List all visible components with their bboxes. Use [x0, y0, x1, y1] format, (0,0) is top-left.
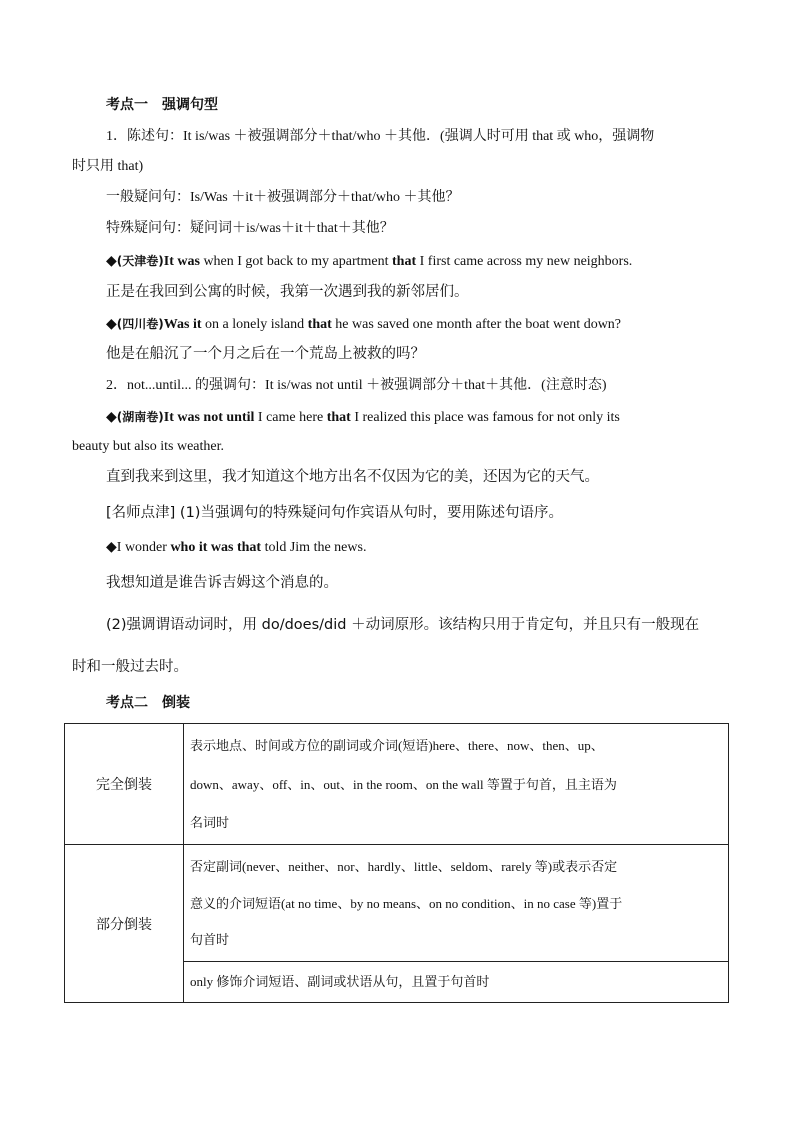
item2-line: 2．not...until... 的强调句：It is/was not until ＋被强调部分＋that＋其他．(注意时态) — [106, 378, 607, 393]
section1-heading: 考点一 强调句型 — [106, 97, 218, 113]
example-text: I first came across my new neighbors. — [416, 254, 633, 269]
tip-2-line2: 时和一般过去时。 — [72, 659, 188, 675]
example-source: (四川卷) — [116, 317, 164, 331]
emphasis-text: Was it — [163, 317, 202, 332]
example-text: when I got back to my apartment — [199, 254, 392, 269]
example-text: I came here — [254, 410, 327, 425]
emphasis-text: that — [326, 410, 351, 425]
row-label: 完全倒装 — [65, 724, 184, 845]
example-2 — [106, 314, 621, 335]
bullet-icon: ◆ — [106, 317, 117, 332]
example-text: told Jim the news. — [261, 540, 367, 555]
example-3-line2: beauty but also its weather. — [72, 439, 225, 454]
item1-line1: 1．陈述句：It is/was ＋被强调部分＋that/who ＋其他．(强调人时可用 that 或 who，强调物 — [106, 129, 655, 144]
tip-2-line1: (2)强调谓语动词时，用 do/does/did ＋动词原形。该结构只用于肯定句，并且只有一般现在 — [106, 617, 700, 633]
table-cell — [184, 845, 729, 962]
row-label: 部分倒装 — [65, 845, 184, 1003]
example-text: I wonder — [116, 540, 171, 555]
emphasis-text: who it was that — [170, 540, 262, 555]
example-2-translation: 他是在船沉了一个月之后在一个荒岛上被救的吗？ — [106, 346, 425, 362]
example-3-translation: 直到我来到这里，我才知道这个地方出名不仅因为它的美，还因为它的天气。 — [106, 469, 599, 485]
example-4 — [106, 538, 366, 558]
table-cell — [184, 724, 729, 845]
example-1-translation: 正是在我回到公寓的时候，我第一次遇到我的新邻居们。 — [106, 284, 469, 300]
tip-1: [名师点津] (1)当强调句的特殊疑问句作宾语从句时，要用陈述句语序。 — [106, 505, 563, 521]
inversion-table — [64, 723, 729, 1003]
cell-line: 意义的介词短语(at no time、by no means、on no condition、in no case 等)置于 — [190, 896, 623, 911]
bullet-icon: ◆ — [106, 254, 117, 269]
cell-line: 句首时 — [190, 932, 230, 947]
example-4-translation: 我想知道是谁告诉吉姆这个消息的。 — [106, 575, 338, 591]
cell-line: down、away、off、in、out、in the room、on the wall 等置于句首，且主语为 — [190, 777, 617, 792]
example-text: on a lonely island — [201, 317, 308, 332]
emphasis-text: It was not until — [163, 410, 255, 425]
example-source: (天津卷) — [116, 254, 164, 268]
cell-line: 否定副词(never、neither、nor、hardly、little、seldom、rarely 等)或表示否定 — [190, 859, 618, 874]
example-source: (湖南卷) — [116, 410, 164, 424]
table-cell — [184, 962, 729, 1003]
example-3 — [106, 407, 620, 428]
bullet-icon: ◆ — [106, 540, 117, 555]
example-1 — [106, 251, 632, 272]
cell-line: 名词时 — [190, 815, 230, 830]
example-text: he was saved one month after the boat went down? — [331, 317, 622, 332]
item1-line2: 时只用 that) — [72, 159, 144, 174]
section2-heading: 考点二 倒装 — [106, 695, 190, 711]
cell-line: only 修饰介词短语、副词或状语从句，且置于句首时 — [190, 974, 490, 989]
emphasis-text: that — [307, 317, 332, 332]
example-text: I realized this place was famous for not only its — [350, 410, 620, 425]
table-row — [65, 845, 729, 962]
emphasis-text: that — [392, 254, 417, 269]
special-question-line: 特殊疑问句：疑问词＋is/was＋it＋that＋其他？ — [106, 221, 394, 236]
general-question-line: 一般疑问句：Is/Was ＋it＋被强调部分＋that/who ＋其他？ — [106, 190, 460, 205]
cell-line: 表示地点、时间或方位的副词或介词(短语)here、there、now、then、up、 — [190, 738, 604, 753]
table-row — [65, 724, 729, 845]
emphasis-text: It was — [163, 254, 200, 269]
bullet-icon: ◆ — [106, 410, 117, 425]
